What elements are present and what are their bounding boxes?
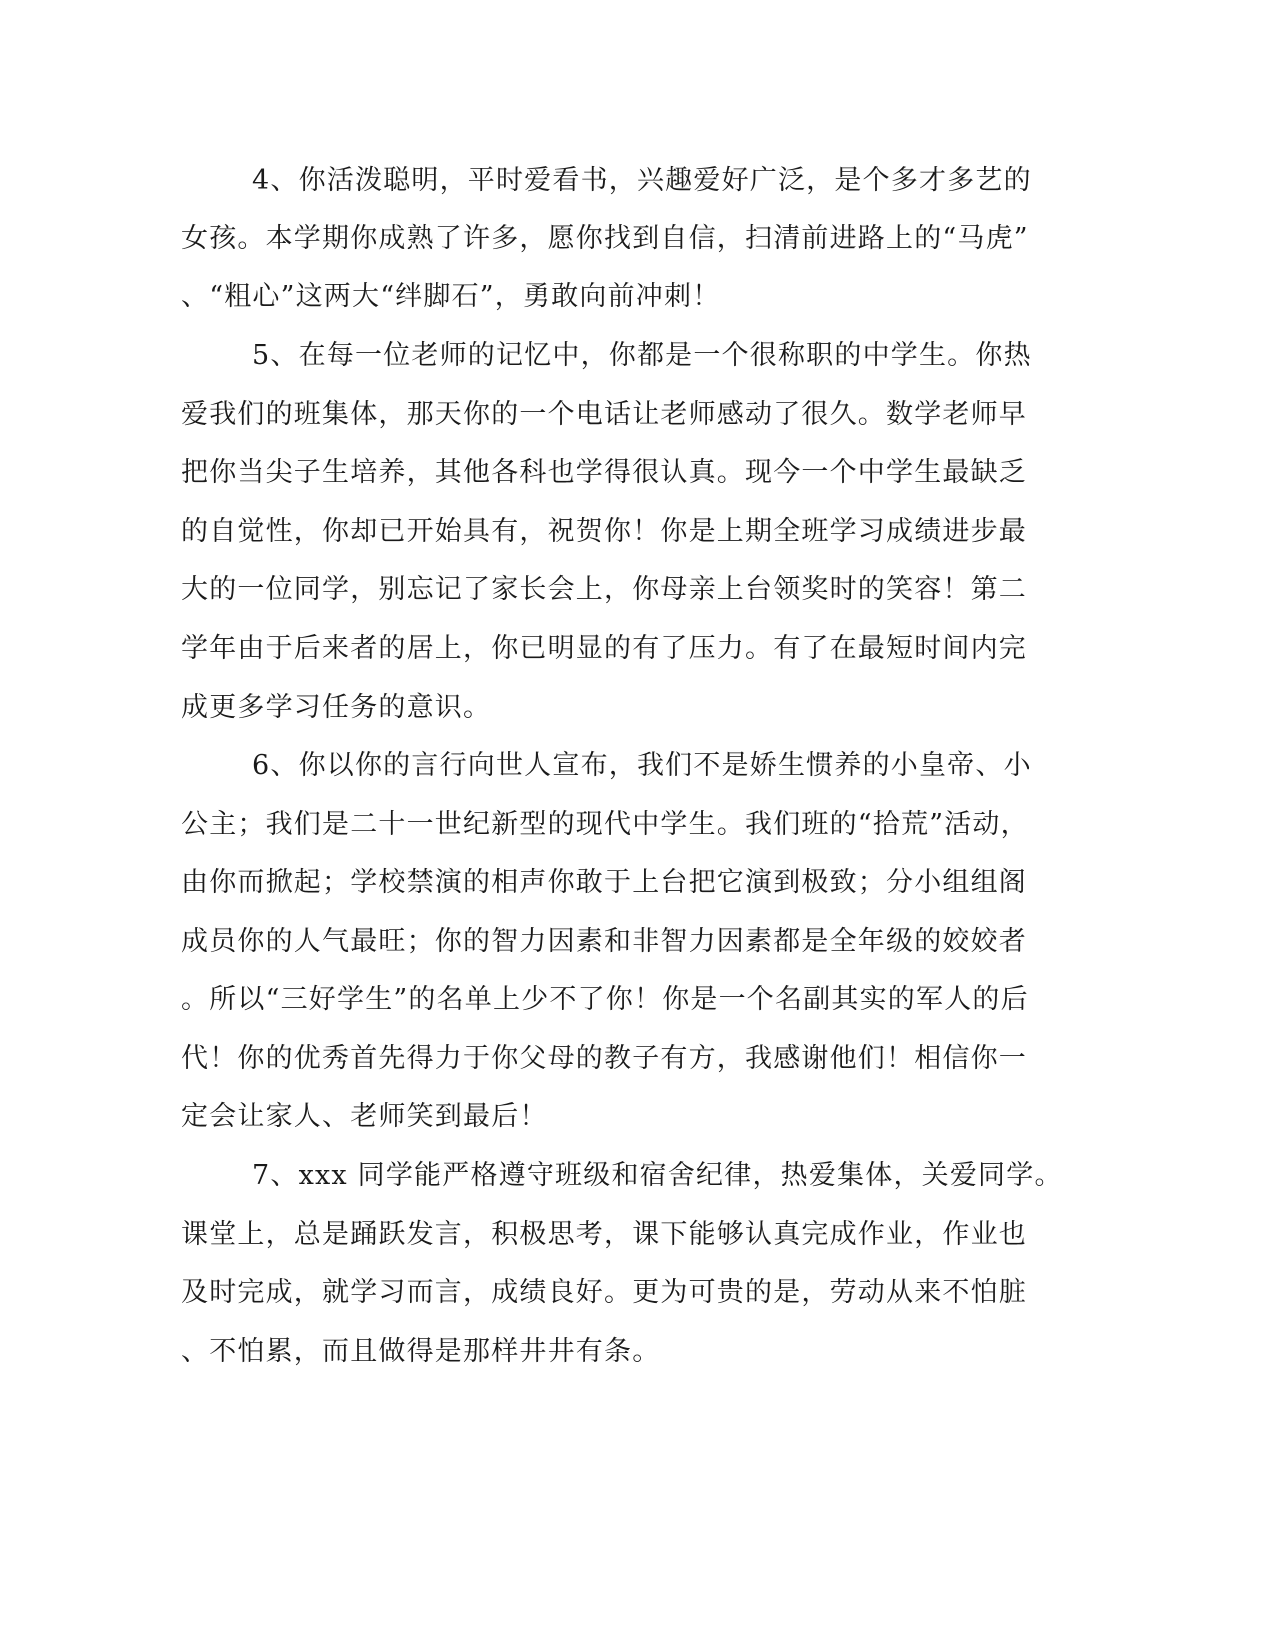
paragraph-5-line-7: 成更多学习任务的意识。 <box>181 692 492 723</box>
paragraph-6-line-1: 6、你以你的言行向世人宣布，我们不是娇生惯养的小皇帝、小 <box>252 750 1032 781</box>
paragraph-6-line-6: 代！你的优秀首先得力于你父母的教子有方，我感谢他们！相信你一 <box>181 1043 1027 1074</box>
paragraph-6-line-3: 由你而掀起；学校禁演的相声你敢于上台把它演到极致；分小组组阁 <box>181 867 1027 898</box>
paragraph-6-line-4: 成员你的人气最旺；你的智力因素和非智力因素都是全年级的姣姣者 <box>181 926 1027 957</box>
paragraph-6-line-2: 公主；我们是二十一世纪新型的现代中学生。我们班的“拾荒”活动， <box>181 809 1029 840</box>
paragraph-5-line-5: 大的一位同学，别忘记了家长会上，你母亲上台领奖时的笑容！第二 <box>181 574 1027 605</box>
paragraph-7-line-2: 课堂上，总是踊跃发言，积极思考，课下能够认真完成作业，作业也 <box>181 1219 1027 1250</box>
paragraph-5-line-4: 的自觉性，你却已开始具有，祝贺你！你是上期全班学习成绩进步最 <box>181 516 1027 547</box>
paragraph-7-line-3: 及时完成，就学习而言，成绩良好。更为可贵的是，劳动从来不怕脏 <box>181 1277 1027 1308</box>
paragraph-4-line-3: 、“粗心”这两大“绊脚石”，勇敢向前冲刺！ <box>181 281 721 312</box>
paragraph-5-line-3: 把你当尖子生培养，其他各科也学得很认真。现今一个中学生最缺乏 <box>181 457 1027 488</box>
paragraph-7-line-4: 、不怕累，而且做得是那样井井有条。 <box>181 1336 661 1367</box>
paragraph-5-line-1: 5、在每一位老师的记忆中，你都是一个很称职的中学生。你热 <box>252 340 1032 371</box>
paragraph-6-line-7: 定会让家人、老师笑到最后！ <box>181 1101 548 1132</box>
paragraph-7-line-1: 7、xxx 同学能严格遵守班级和宿舍纪律，热爱集体，关爱同学。 <box>252 1160 1063 1191</box>
paragraph-4-line-2: 女孩。本学期你成熟了许多，愿你找到自信，扫清前进路上的“马虎” <box>181 223 1029 254</box>
paragraph-5-line-6: 学年由于后来者的居上，你已明显的有了压力。有了在最短时间内完 <box>181 633 1027 664</box>
paragraph-5-line-2: 爱我们的班集体，那天你的一个电话让老师感动了很久。数学老师早 <box>181 399 1027 430</box>
paragraph-6-line-5: 。所以“三好学生”的名单上少不了你！你是一个名副其实的军人的后 <box>181 984 1029 1015</box>
paragraph-4-line-1: 4、你活泼聪明，平时爱看书，兴趣爱好广泛，是个多才多艺的 <box>252 165 1032 196</box>
